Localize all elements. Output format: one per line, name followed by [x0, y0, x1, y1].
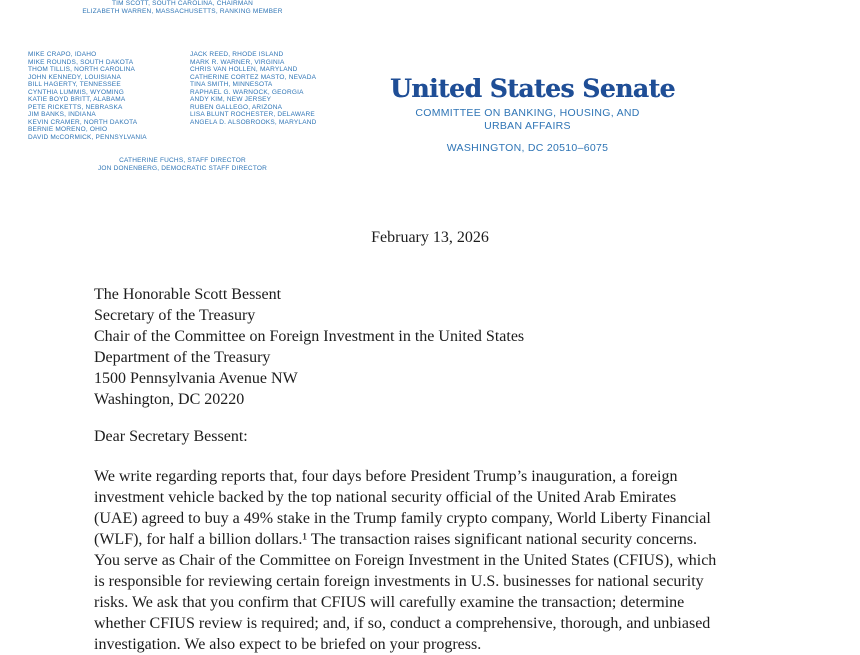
committee-name-line1: COMMITTEE ON BANKING, HOUSING, AND	[415, 107, 640, 119]
senator-name: RAPHAEL G. WARNOCK, GEORGIA	[190, 88, 304, 96]
body-line: is responsible for reviewing certain foreign investments in U.S. businesses for national security	[94, 573, 704, 590]
body-line: (UAE) agreed to buy a 49% stake in the Trump family crypto company, World Liberty Financial	[94, 510, 711, 527]
senator-name: ANDY KIM, NEW JERSEY	[190, 96, 272, 103]
senator-name: BERNIE MORENO, OHIO	[28, 126, 108, 133]
committee-name-line2: URBAN AFFAIRS	[484, 120, 571, 132]
senator-name: JIM BANKS, INDIANA	[28, 111, 96, 118]
senator-name: DAVID McCORMICK, PENNSYLVANIA	[28, 133, 147, 141]
senate-wordmark: United States Senate	[390, 74, 675, 103]
senator-list	[28, 51, 350, 141]
senator-name: MIKE CRAPO, IDAHO	[28, 51, 97, 58]
senator-name: KEVIN CRAMER, NORTH DAKOTA	[28, 118, 138, 126]
senator-name: TINA SMITH, MINNESOTA	[190, 81, 273, 88]
recipient-line: Washington, DC 20220	[94, 391, 245, 408]
committee-address: WASHINGTON, DC 20510–6075	[446, 142, 609, 154]
democratic-staff-director-line: JON DONENBERG, DEMOCRATIC STAFF DIRECTOR	[97, 165, 268, 172]
senator-column-minority	[190, 51, 350, 141]
senator-name: CYNTHIA LUMMIS, WYOMING	[28, 88, 124, 96]
recipient-line: Chair of the Committee on Foreign Investment in the United States	[94, 328, 525, 345]
senator-name: KATIE BOYD BRITT, ALABAMA	[28, 96, 126, 103]
body-line: whether CFIUS review is required; and, if so, conduct a comprehensive, thorough, and unbiased	[94, 615, 711, 632]
senator-name: CATHERINE CORTEZ MASTO, NEVADA	[190, 73, 317, 81]
committee-name	[390, 107, 665, 133]
salutation: Dear Secretary Bessent:	[94, 428, 248, 445]
senator-name: RUBEN GALLEGO, ARIZONA	[190, 103, 283, 111]
senator-name: JOHN KENNEDY, LOUISIANA	[28, 73, 121, 81]
recipient-line: Secretary of the Treasury	[94, 307, 256, 324]
recipient-address-block	[94, 284, 524, 410]
body-line: (WLF), for half a billion dollars.¹ The transaction raises significant national security concerns.	[94, 531, 697, 548]
ranking-member-line: ELIZABETH WARREN, MASSACHUSETTS, RANKING MEMBER	[82, 8, 283, 15]
staff-director-block	[0, 157, 365, 173]
body-line: We write regarding reports that, four days before President Trump’s inauguration, a foreign	[94, 468, 678, 485]
senate-letterhead-block	[390, 74, 675, 154]
letter-date: February 13, 2026	[371, 229, 489, 246]
letter-body	[94, 466, 784, 655]
body-line: investment vehicle backed by the top national security official of the United Arab Emirates	[94, 489, 677, 506]
senator-name: ANGELA D. ALSOBROOKS, MARYLAND	[190, 118, 317, 126]
recipient-line: 1500 Pennsylvania Avenue NW	[94, 370, 298, 387]
senator-name: BILL HAGERTY, TENNESSEE	[28, 81, 121, 88]
staff-director-line: CATHERINE FUCHS, STAFF DIRECTOR	[119, 157, 246, 164]
senator-name: THOM TILLIS, NORTH CAROLINA	[28, 66, 136, 73]
senator-name: CHRIS VAN HOLLEN, MARYLAND	[190, 66, 298, 73]
senator-name: LISA BLUNT ROCHESTER, DELAWARE	[190, 111, 315, 118]
recipient-line: The Honorable Scott Bessent	[94, 286, 282, 303]
senator-column-majority	[28, 51, 190, 141]
recipient-line: Department of the Treasury	[94, 349, 271, 366]
letterhead-chairman-block	[0, 0, 365, 16]
body-line: investigation. We also expect to be briefed on your progress.	[94, 636, 482, 653]
chairman-line: TIM SCOTT, SOUTH CAROLINA, CHAIRMAN	[112, 0, 253, 7]
body-line: You serve as Chair of the Committee on Foreign Investment in the United States (CFIUS), which	[94, 552, 717, 569]
senator-name: MARK R. WARNER, VIRGINIA	[190, 58, 285, 66]
senator-name: PETE RICKETTS, NEBRASKA	[28, 103, 123, 111]
senator-name: MIKE ROUNDS, SOUTH DAKOTA	[28, 58, 134, 66]
body-line: risks. We ask that you confirm that CFIUS will carefully examine the transaction; determine	[94, 594, 685, 611]
senator-name: JACK REED, RHODE ISLAND	[190, 51, 284, 58]
